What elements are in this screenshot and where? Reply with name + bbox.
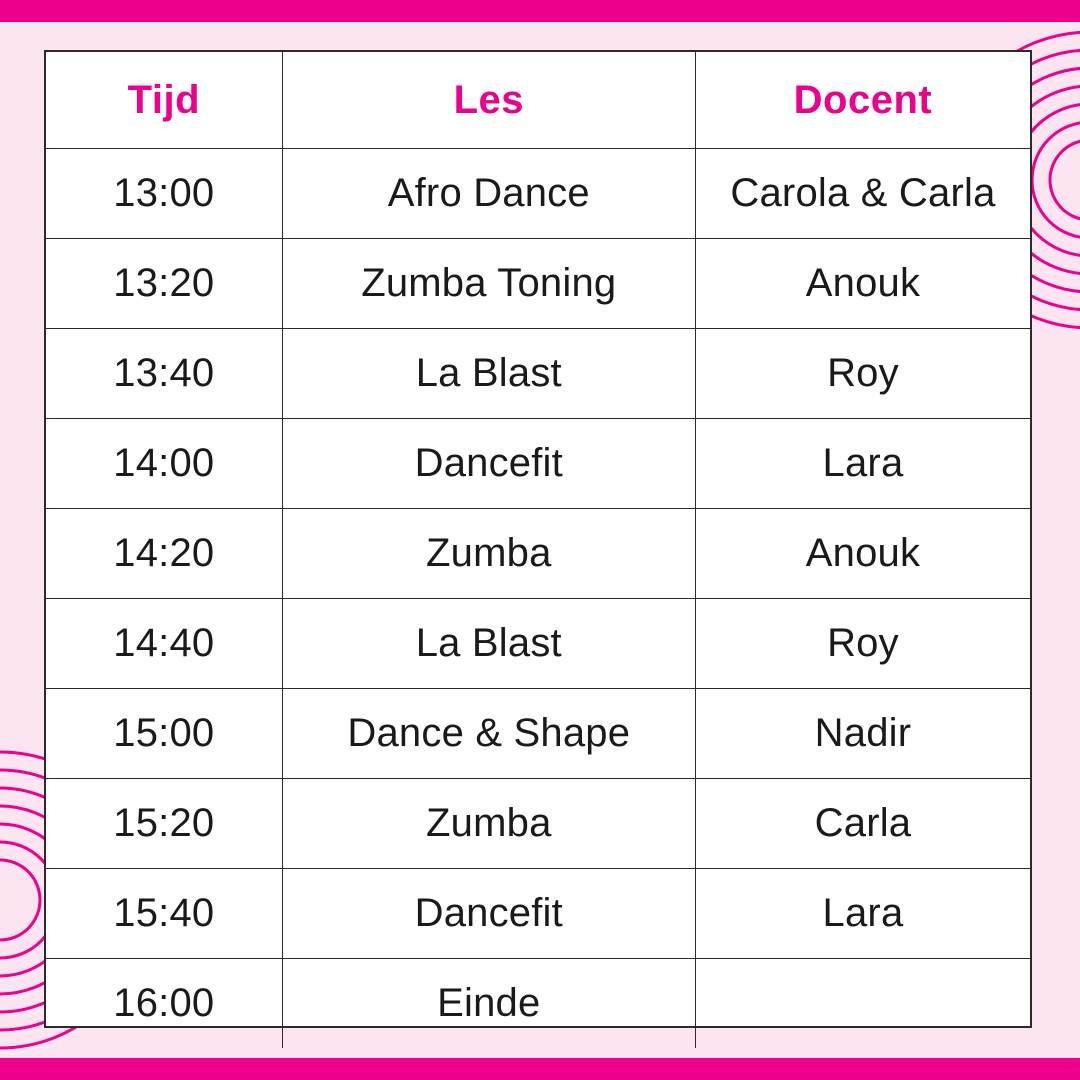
table-header: [46, 52, 1030, 149]
cell-tijd: 15:00: [46, 689, 282, 779]
cell-les: La Blast: [282, 329, 695, 419]
cell-tijd: 13:40: [46, 329, 282, 419]
cell-les: Afro Dance: [282, 149, 695, 239]
table-header-row: [46, 52, 1030, 149]
bottom-accent-bar: [0, 1058, 1080, 1080]
cell-docent: Carola & Carla: [695, 149, 1030, 239]
cell-tijd: 14:00: [46, 419, 282, 509]
schedule-panel: [44, 50, 1032, 1028]
cell-les: Zumba: [282, 779, 695, 869]
column-header-docent: Docent: [695, 52, 1030, 149]
cell-docent: Nadir: [695, 689, 1030, 779]
table-row: [46, 599, 1030, 689]
cell-docent: Carla: [695, 779, 1030, 869]
table-body: [46, 149, 1030, 1049]
table-row: [46, 959, 1030, 1049]
column-header-les: Les: [282, 52, 695, 149]
cell-tijd: 14:20: [46, 509, 282, 599]
table-row: [46, 149, 1030, 239]
cell-les: Zumba: [282, 509, 695, 599]
table-row: [46, 239, 1030, 329]
table-row: [46, 689, 1030, 779]
cell-docent: Roy: [695, 329, 1030, 419]
top-accent-bar: [0, 0, 1080, 22]
cell-les: Dancefit: [282, 869, 695, 959]
cell-les: Einde: [282, 959, 695, 1049]
cell-docent: Anouk: [695, 509, 1030, 599]
cell-tijd: 16:00: [46, 959, 282, 1049]
table-row: [46, 419, 1030, 509]
column-header-tijd: Tijd: [46, 52, 282, 149]
table-row: [46, 779, 1030, 869]
schedule-table: [46, 52, 1030, 1048]
table-row: [46, 509, 1030, 599]
cell-tijd: 13:20: [46, 239, 282, 329]
cell-docent: [695, 959, 1030, 1049]
cell-docent: Lara: [695, 419, 1030, 509]
cell-les: La Blast: [282, 599, 695, 689]
cell-docent: Anouk: [695, 239, 1030, 329]
cell-tijd: 14:40: [46, 599, 282, 689]
cell-docent: Roy: [695, 599, 1030, 689]
cell-les: Dancefit: [282, 419, 695, 509]
cell-tijd: 15:20: [46, 779, 282, 869]
cell-tijd: 15:40: [46, 869, 282, 959]
cell-tijd: 13:00: [46, 149, 282, 239]
cell-les: Dance & Shape: [282, 689, 695, 779]
table-row: [46, 869, 1030, 959]
cell-docent: Lara: [695, 869, 1030, 959]
cell-les: Zumba Toning: [282, 239, 695, 329]
table-row: [46, 329, 1030, 419]
